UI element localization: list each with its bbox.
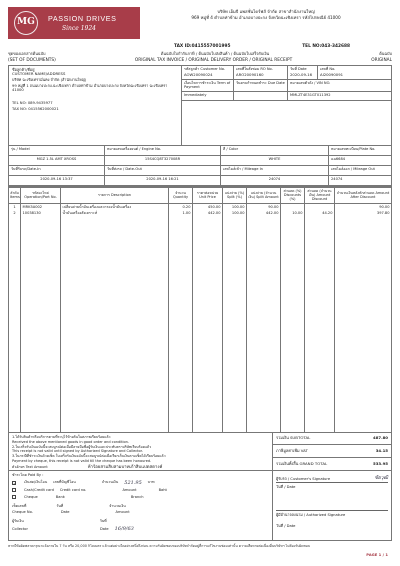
row-disc-pct: [281, 203, 305, 210]
customer-no-cell: [182, 66, 234, 80]
col-no: ลำดับ Items: [9, 187, 21, 203]
cheque-no-row: [12, 504, 269, 508]
band-title: PASSION DRIVES: [48, 13, 117, 23]
doc-info-grid: [182, 66, 391, 80]
terms-value: Immediately: [182, 92, 234, 101]
cash-checkbox[interactable]: [12, 481, 16, 485]
date-out-value: 2020-09-16 16:21: [105, 176, 221, 186]
vat-value: 34.15: [375, 447, 388, 453]
cheque-amount-en: Amount: [115, 510, 130, 515]
date-in-value: 2020-09-16 13:37: [9, 176, 105, 186]
col-split-pct: แบ่งจ่าย (%) Split (%): [223, 187, 247, 203]
copy-title-en: ORIGINAL TAX INVOICE / ORIGINAL DELIVERY ORDER / ORIGINAL RECEIPT: [134, 58, 293, 64]
company-name: บริษัท เอ็มจี แพสชั่นไดร์ฟส์ จำกัด สาขาสำนักงานใหญ่: [217, 9, 315, 14]
baht-label: บาท: [147, 480, 155, 485]
terms-values: [182, 92, 391, 101]
customer-section: [8, 66, 392, 146]
amount-label-th: จำนวนเงิน: [101, 480, 119, 485]
brand-band: [8, 7, 140, 39]
vehicle-values-1: [9, 156, 391, 166]
band-since: Since 1924: [62, 24, 96, 32]
text-amount-label: ตัวอักษร Text Amount: [12, 465, 48, 470]
col-desc: รายการ Description: [61, 187, 169, 203]
payment-block: [9, 471, 273, 540]
note-1: 1.ได้รับสินค้าหรือบริการตามที่ระบุไว้ข้างต้นในสภาพเรียบร้อยแล้ว: [12, 434, 111, 439]
customer-no: AOW20090024: [184, 72, 213, 78]
collector-date-th: วันที่: [99, 518, 107, 523]
col-qty: จำนวน Quantity: [169, 187, 193, 203]
grand-total-row: [273, 458, 391, 471]
cheque-no-th: เช็คเลขที่: [12, 503, 27, 508]
row-price: 450.00: [193, 203, 223, 210]
customer-label-th: ชื่อลูกค้า/ที่อยู่: [12, 66, 35, 72]
subtotal-row: [273, 433, 391, 446]
customer-block: [9, 66, 182, 145]
card-row: [12, 488, 269, 492]
company-tax-id: TAX ID:0415557001995: [174, 44, 231, 49]
note-1-en: Received the above mentioned goods in good order and condition.: [12, 439, 129, 444]
customer-label-en: CUSTOMER NAME/ADDRESS: [12, 71, 66, 77]
doc-no-cell: [318, 66, 391, 80]
paid-by-label: ชำระโดย Paid By :: [12, 472, 44, 477]
due-value: [234, 92, 288, 101]
vat-label: ภาษีมูลค่าเพิ่ม VAT: [276, 447, 308, 453]
cheque-no-en-row: [12, 510, 269, 514]
row-disc-amt: 44.20: [305, 210, 335, 217]
card-baht-label: Baht: [158, 488, 167, 493]
title-row: [8, 58, 392, 65]
col-split-amt: แบ่งจ่าย (จำนวนเงิน) Split Amount: [247, 187, 281, 203]
copy-original-en: ORIGINAL: [371, 58, 392, 64]
transfer-label: เลขที่บัญชีโอน: [53, 480, 76, 485]
card-amount-label: Amount: [122, 488, 137, 493]
collector-date-en: Date: [99, 526, 109, 531]
items-table: [8, 187, 392, 433]
doc-no: AI20090091: [320, 72, 344, 78]
engine-label: หมายเลขเครื่องยนต์ / Engine No.: [105, 146, 221, 156]
branch-label: Branch: [130, 495, 144, 500]
table-filler: [9, 217, 392, 432]
subtotal-value: 487.80: [372, 435, 388, 441]
cheque-checkbox[interactable]: [12, 495, 16, 499]
auth-sig-date: วันที่ / Date: [276, 523, 296, 528]
vehicle-labels-1: [9, 146, 391, 156]
grand-total-value: 533.95: [372, 460, 388, 466]
payment-section: [8, 471, 392, 541]
row-code: MRK5A002: [21, 203, 61, 210]
customer-signature: ชัยวุฒิ: [374, 475, 388, 482]
header: [8, 7, 392, 41]
engine-value: 15S4CQ8T327008R: [105, 156, 221, 166]
row-amount: 90.00: [335, 203, 392, 210]
amount-value: 521.95: [124, 479, 142, 486]
date-label: วันที่ Date: [290, 66, 307, 71]
date-out-label: วันที่ส่งรถ / Date-Out: [105, 166, 221, 176]
customer-signature-line: [276, 473, 388, 483]
row-amount: 397.80: [335, 210, 392, 217]
company-ids: [174, 44, 350, 49]
plate-label: หมายเลขทะเบียน/Plate No.: [329, 146, 391, 156]
cheque-label: Cheque: [24, 495, 38, 500]
company-address: 969 หมู่ที่ 4 ตำบลท่าข้าม อำเภอบางปะกง จังหวัดฉะเชิงเทรา รหัสไปรษณีย์ 41000: [191, 15, 341, 21]
ro-no-label: เลขที่ใบสั่งซ่อม RO No.: [236, 66, 273, 71]
row-disc-amt: [305, 203, 335, 210]
note-3: 3.ในกรณีที่ชำระเงินด้วยเช็ค ใบเสร็จรับเงินฉบับนี้จะสมบูรณ์ต่อเมื่อเรียกเก็บเงินตามเช็คได้เรียบร้อยแล้ว: [12, 454, 166, 459]
col-disc-pct: ส่วนลด (%) Discounts (%): [281, 187, 305, 203]
customer-tax: TAX NO: 0415562000021: [12, 106, 59, 111]
collector-th: ผู้รับเงิน: [12, 518, 24, 523]
row-desc: น้ำมันเครื่องสังเคราะห์: [61, 210, 169, 217]
customer-address: 99 หมู่ที่ 1 ถนนบางปะกง-ฉะเชิงเทรา ตำบลท่าข้าม อำเภอบางปะกง จังหวัดฉะเชิงเทรา ฉะเชิงเทรา 41000: [12, 83, 168, 93]
cash-label: เงินสด/เงินโอน: [24, 480, 48, 485]
vehicle-section: [8, 146, 392, 187]
card-checkbox[interactable]: [12, 488, 16, 492]
cheque-date-en: Date: [60, 510, 70, 515]
totals-box: [273, 433, 391, 470]
row-disc-pct: 10.00: [281, 210, 305, 217]
customer-name: บริษัท ฉะเชิงเทรามั่นคง จำกัด (สำนักงานใหญ่): [12, 78, 87, 83]
row-qty: 1.00: [169, 210, 193, 217]
model-label: รุ่น / Model: [9, 146, 105, 156]
vehicle-labels-2: [9, 166, 391, 176]
band-text: [48, 14, 117, 33]
plate-value: ฉฉ6684: [329, 156, 391, 166]
mileage-out-label: เลขไมล์ออก / Mileage Out: [329, 166, 391, 176]
ro-no-cell: [234, 66, 288, 80]
auth-signature-line: [276, 501, 388, 511]
page-number: PAGE 1 / 1: [366, 552, 388, 558]
signature-block: [273, 471, 391, 540]
cheque-amount-th: จำนวนเงิน: [109, 503, 126, 508]
totals-section: [8, 433, 392, 471]
note-2: 2.ใบเสร็จรับเงินฉบับนี้จะสมบูรณ์ต่อเมื่อมีลายมือชื่อผู้รับเงินและประทับตราบริษัทเรียบร้อยแล้ว: [12, 444, 152, 449]
cash-row: [12, 480, 269, 486]
model-value: MGZ 1.5L AMT XROSS: [9, 156, 105, 166]
vin-label: หมายเลขตัวถัง / VIN NO.: [288, 80, 391, 92]
bank-label: Bank: [55, 495, 65, 500]
row-qty: 0.20: [169, 203, 193, 210]
date-cell: [288, 66, 318, 80]
mg-logo-icon: [14, 11, 38, 35]
copy-row: [8, 52, 392, 57]
copy-original-th: ต้นฉบับ: [379, 51, 392, 57]
copy-title-th: ต้นฉบับใบกำกับภาษี / ต้นฉบับใบส่งสินค้า / ต้นฉบับใบเสร็จรับเงิน: [160, 51, 270, 57]
text-amount: ห้าร้อยสามสิบสามบาทเก้าสิบแปดสตางค์: [87, 465, 163, 471]
customer-no-label: รหัสลูกค้า Customer No.: [184, 66, 225, 71]
doc-date: 2020-09-16: [290, 72, 313, 78]
company-block: [140, 7, 392, 21]
collector-date-value: 16/9/63: [114, 525, 134, 532]
row-price: 442.00: [193, 210, 223, 217]
company-tel: TEL NO:043-342688: [302, 44, 350, 49]
col-amount: จำนวนเงินหลังหักส่วนลด Amount After Discount: [335, 187, 392, 203]
row-split-amt: 442.00: [247, 210, 281, 217]
subtotal-label: รวมเงิน SUBTOTAL: [276, 435, 311, 441]
grand-total-label: รวมเงินทั้งสิ้น GRAND TOTAL: [276, 460, 328, 466]
logo-text: MG: [17, 17, 35, 28]
date-in-label: วันที่รับรถ/Date-In: [9, 166, 105, 176]
table-row: [9, 203, 392, 210]
col-disc-amt: ส่วนลด (จำนวนเงิน) Amount Discount: [305, 187, 335, 203]
table-header: [9, 187, 392, 203]
customer-signature-label: ผู้รับรถ / Customer's Signature: [276, 477, 331, 482]
row-split-pct: 100.00: [223, 210, 247, 217]
vehicle-values-2: [9, 176, 391, 186]
footer-note: หากมีข้อผิดพลาดกรุณาแจ้งภายใน 7 วัน หรือ 20,000 กิโลเมตร แล้วแต่อย่างใดอย่างหนึ่งถึงก่อน ความรับผิดชอบของบริษัทจำกัดอยู่ที่การแก้ไขงานซ่อมเท่านั้น ความเสียหายต่อเนื่องอื่นบริษัทฯ ไม่ต้องรับผิดชอบ: [8, 543, 311, 548]
table-row: [9, 210, 392, 217]
auth-signature-label: ผู้มีอำนาจลงนาม / Authorized Signature: [276, 513, 346, 518]
doc-no-label: เลขที่ No.: [320, 66, 336, 71]
cheque-no-en: Cheque No.: [12, 510, 33, 515]
row-split-amt: 90.00: [247, 203, 281, 210]
col-code: รหัสอะไหล่ Operation/Part No.: [21, 187, 61, 203]
row-no: 2: [9, 210, 21, 217]
collector-en: Collector: [12, 526, 28, 531]
ro-no: ARO20090160: [236, 72, 264, 78]
customer-tel: TEL NO: 089-9435977: [12, 100, 53, 105]
mileage-in-value: 24074: [221, 176, 329, 186]
color-value: WHITE: [221, 156, 329, 166]
note-3-en: Payment by cheque, this receipt is not valid till the cheque has been honoured.: [12, 459, 152, 464]
doc-info: [182, 66, 391, 145]
collector-en-row: [12, 526, 269, 532]
copy-set-en: (SET OF DOCUMENTS): [8, 58, 56, 64]
vin-value: MMLZT4E31GT011392: [288, 92, 391, 101]
due-label: วันครบกำหนดชำระ Due Date: [234, 80, 288, 92]
note-2-en: This receipt is not valid until signed by Authorized Signature and Collector.: [12, 449, 143, 454]
row-desc: เปลี่ยนถ่ายน้ำมันเครื่องและกรองน้ำมันเครื่อง: [61, 203, 169, 210]
customer-sig-date: วันที่ / Date: [276, 484, 296, 489]
mileage-out-value: 24074: [329, 176, 391, 186]
row-split-pct: 100.00: [223, 203, 247, 210]
terms-label: เงื่อนไขการชำระเงิน Term of Payment: [182, 80, 234, 92]
row-no: 1: [9, 203, 21, 210]
terms-notes: [9, 433, 273, 470]
collector-row: [12, 519, 269, 523]
vat-row: [273, 445, 391, 458]
cheque-row: [12, 495, 269, 499]
row-code: 10038130: [21, 210, 61, 217]
cheque-date-th: วันที่: [56, 503, 64, 508]
card-label: Cash/Credit card: [24, 488, 54, 493]
color-label: สี / Color: [221, 146, 329, 156]
copy-set-th: ชุดของเอกสารต้นฉบับ: [8, 51, 46, 57]
mileage-in-label: เลขไมล์เข้า / Mileage In: [221, 166, 329, 176]
col-price: ราคาต่อหน่วย Unit Price: [193, 187, 223, 203]
terms-row: [182, 80, 391, 92]
card-no-label: Credit card no.: [59, 488, 87, 493]
